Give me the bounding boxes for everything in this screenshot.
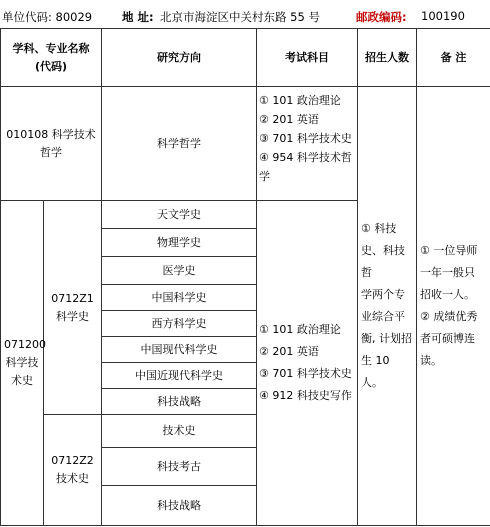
address-label: 地 址:	[122, 10, 154, 24]
row1-exam-1: ① 101 政治理论	[259, 94, 341, 107]
remarks-line4: ② 成绩优秀	[420, 310, 478, 323]
unit-code: 单位代码: 80029	[2, 10, 93, 24]
col-direction-header: 研究方向	[102, 29, 257, 87]
direction-cell: 技术史	[102, 415, 257, 448]
remarks-cell	[417, 87, 490, 526]
direction-cell: 天文学史	[102, 201, 257, 229]
group2-exam-4: ④ 912 科技史写作	[259, 389, 352, 402]
remarks-line1: ① 一位导师	[420, 244, 478, 257]
postal-label: 邮政编码:	[356, 10, 407, 24]
row1-code	[1, 87, 102, 201]
direction-cell: 医学史	[102, 257, 257, 285]
col-remarks-header: 备 注	[417, 29, 490, 87]
direction-cell: 科技考古	[102, 448, 257, 486]
header-bar	[0, 0, 490, 28]
direction-cell: 物理学史	[102, 229, 257, 257]
remarks-line5: 者可硕博连	[420, 332, 475, 345]
major-code-line2: 科学技	[5, 356, 39, 369]
row1-code-line2: 哲学	[40, 145, 62, 159]
group2-exam-1: ① 101 政治理论	[259, 323, 341, 336]
row1-exam-2: ② 201 英语	[259, 113, 319, 126]
sub-code-0712Z2	[44, 415, 102, 526]
table-row	[1, 87, 490, 201]
group2-exam-3: ③ 701 科学技术史	[259, 367, 352, 380]
enrollment-line3: 学两个专	[361, 288, 405, 301]
row1-direction: 科学哲学	[102, 87, 257, 201]
enrollment-line2: 史、科技哲	[361, 244, 405, 279]
direction-cell: 中国科学史	[102, 285, 257, 311]
col-discipline-line2: (代码)	[34, 59, 68, 73]
sub2-code-line1: 0712Z2	[51, 454, 94, 467]
major-code-071200	[1, 201, 44, 526]
enrollment-line6: 生 10 人。	[361, 354, 390, 389]
table-header-row	[1, 29, 490, 87]
group2-exams	[257, 201, 358, 526]
col-enrollment-header: 招生人数	[358, 29, 417, 87]
row1-exam-4: ④ 954 科学技术哲	[259, 151, 352, 164]
sub1-code-line2: 科学史	[56, 309, 89, 323]
row1-code-line1: 010108 科学技术	[6, 127, 96, 141]
col-discipline-header	[1, 29, 102, 87]
major-code-line1: 071200	[4, 338, 46, 351]
direction-cell: 中国现代科学史	[102, 337, 257, 363]
remarks-line2: 一年一般只	[420, 266, 475, 279]
direction-cell: 科技战略	[102, 389, 257, 415]
enrollment-line4: 业综合平	[361, 310, 405, 323]
remarks-line6: 读。	[420, 354, 442, 367]
sub-code-0712Z1	[44, 201, 102, 415]
row1-exams	[257, 87, 358, 201]
col-exam-header: 考试科目	[257, 29, 358, 87]
row1-exam-3: ③ 701 科学技术史	[259, 132, 352, 145]
major-code-line3: 术史	[11, 374, 33, 387]
direction-cell: 中国近现代科学史	[102, 363, 257, 389]
sub1-code-line1: 0712Z1	[51, 291, 94, 305]
admission-table	[0, 28, 490, 526]
enrollment-line5: 衡, 计划招	[361, 332, 412, 345]
enrollment-cell	[358, 87, 417, 526]
col-discipline-line1: 学科、专业名称	[12, 41, 90, 55]
postal-code: 100190	[421, 9, 465, 23]
group2-exam-2: ② 201 英语	[259, 345, 319, 358]
direction-cell: 科技战略	[102, 486, 257, 526]
row1-exam-4-cont: 学	[259, 170, 270, 183]
address: 北京市海淀区中关村东路 55 号	[160, 10, 320, 24]
sub2-code-line2: 技术史	[56, 472, 89, 485]
remarks-line3: 招收一人。	[420, 288, 475, 301]
direction-cell: 西方科学史	[102, 311, 257, 337]
enrollment-line1: ① 科技	[361, 222, 397, 235]
